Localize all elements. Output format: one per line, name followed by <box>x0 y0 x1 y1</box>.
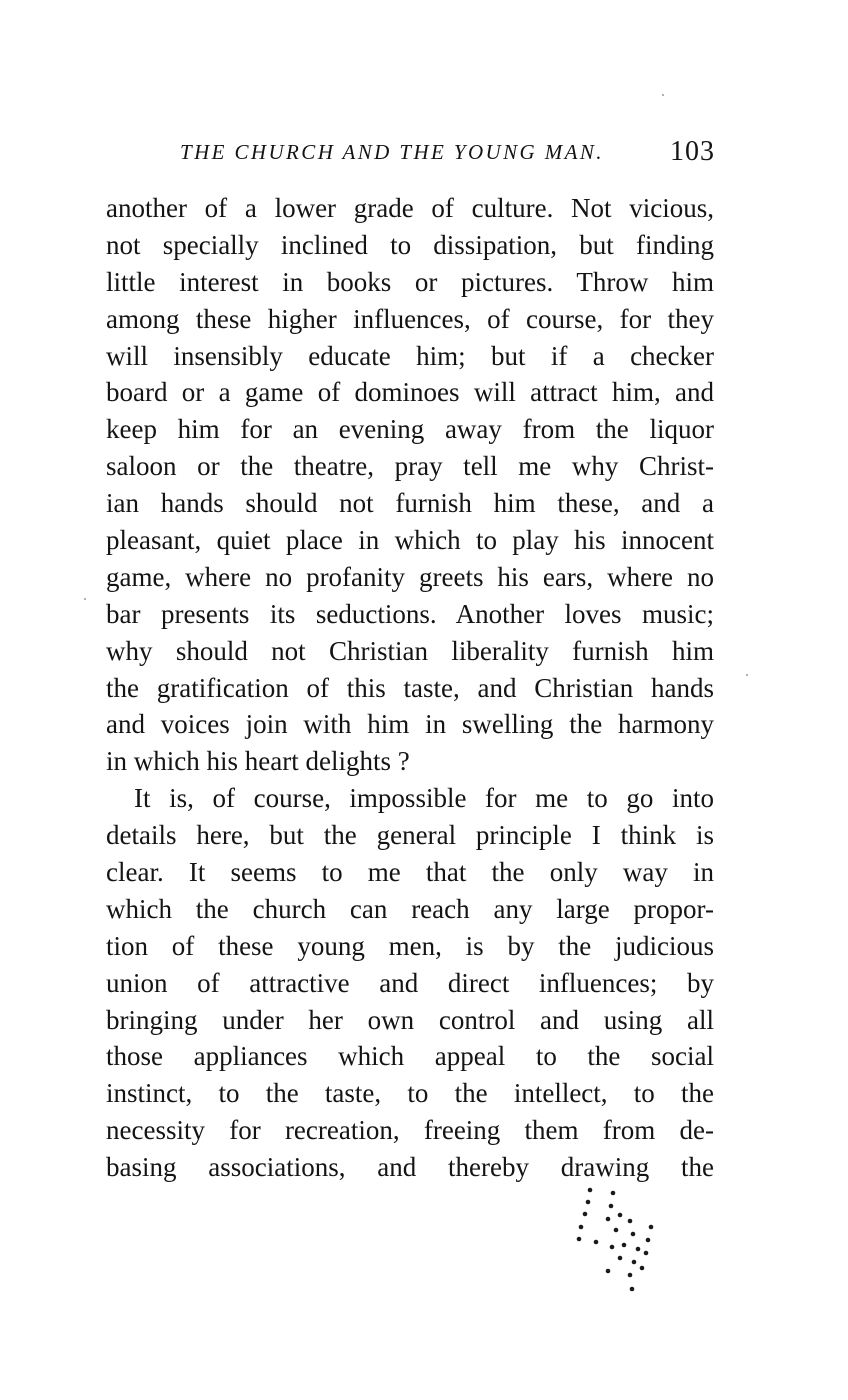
running-title: THE CHURCH AND THE YOUNG MAN. <box>180 140 604 164</box>
paragraph <box>106 190 714 780</box>
text-line: saloon or the theatre, pray tell me why Christ- <box>106 451 714 482</box>
text-line: game, where no profanity greets his ears, where no <box>106 561 714 592</box>
paragraph <box>106 780 714 1186</box>
text-line: details here, but the general principle I think is <box>106 820 714 851</box>
text-line: another of a lower grade of culture. Not vicious, <box>106 193 714 223</box>
text-line: union of attractive and direct influences; by <box>106 967 714 998</box>
text-line: why should not Christian liberality furnish him <box>106 635 714 666</box>
text-line: instinct, to the taste, to the intellect, to the <box>106 1078 714 1109</box>
text-line: board or a game of dominoes will attract him, and <box>106 377 714 408</box>
perforated-library-stamp-icon <box>568 1185 660 1295</box>
paper-speck <box>662 94 664 96</box>
text-line: pleasant, quiet place in which to play his innocent <box>106 525 714 556</box>
body-text <box>106 190 714 1186</box>
text-line: necessity for recreation, freeing them from de- <box>106 1115 714 1146</box>
paper-speck <box>84 598 86 600</box>
text-line: not specially inclined to dissipation, but finding <box>106 229 714 260</box>
text-line: keep him for an evening away from the liquor <box>106 414 714 445</box>
text-line: ian hands should not furnish him these, and a <box>106 488 714 519</box>
text-line: basing associations, and thereby drawing the <box>106 1152 714 1183</box>
text-line: in which his heart delights ? <box>106 746 410 777</box>
text-line: tion of these young men, is by the judicious <box>106 930 714 961</box>
running-head <box>180 136 715 170</box>
text-line: bringing under her own control and using all <box>106 1004 714 1035</box>
text-line: It is, of course, impossible for me to go into <box>134 783 714 814</box>
text-line: among these higher influences, of course, for they <box>106 303 714 334</box>
text-line: clear. It seems to me that the only way in <box>106 857 714 888</box>
text-line: which the church can reach any large propor- <box>106 893 714 924</box>
text-line: bar presents its seductions. Another loves music; <box>106 598 714 629</box>
text-line: and voices join with him in swelling the harmony <box>106 709 714 740</box>
paper-speck <box>746 674 748 676</box>
text-line: the gratification of this taste, and Christian hands <box>106 672 714 703</box>
text-line: little interest in books or pictures. Throw him <box>106 266 714 297</box>
text-line: those appliances which appeal to the social <box>106 1041 714 1072</box>
text-line: will insensibly educate him; but if a checker <box>106 340 714 371</box>
page-number: 103 <box>670 136 715 167</box>
